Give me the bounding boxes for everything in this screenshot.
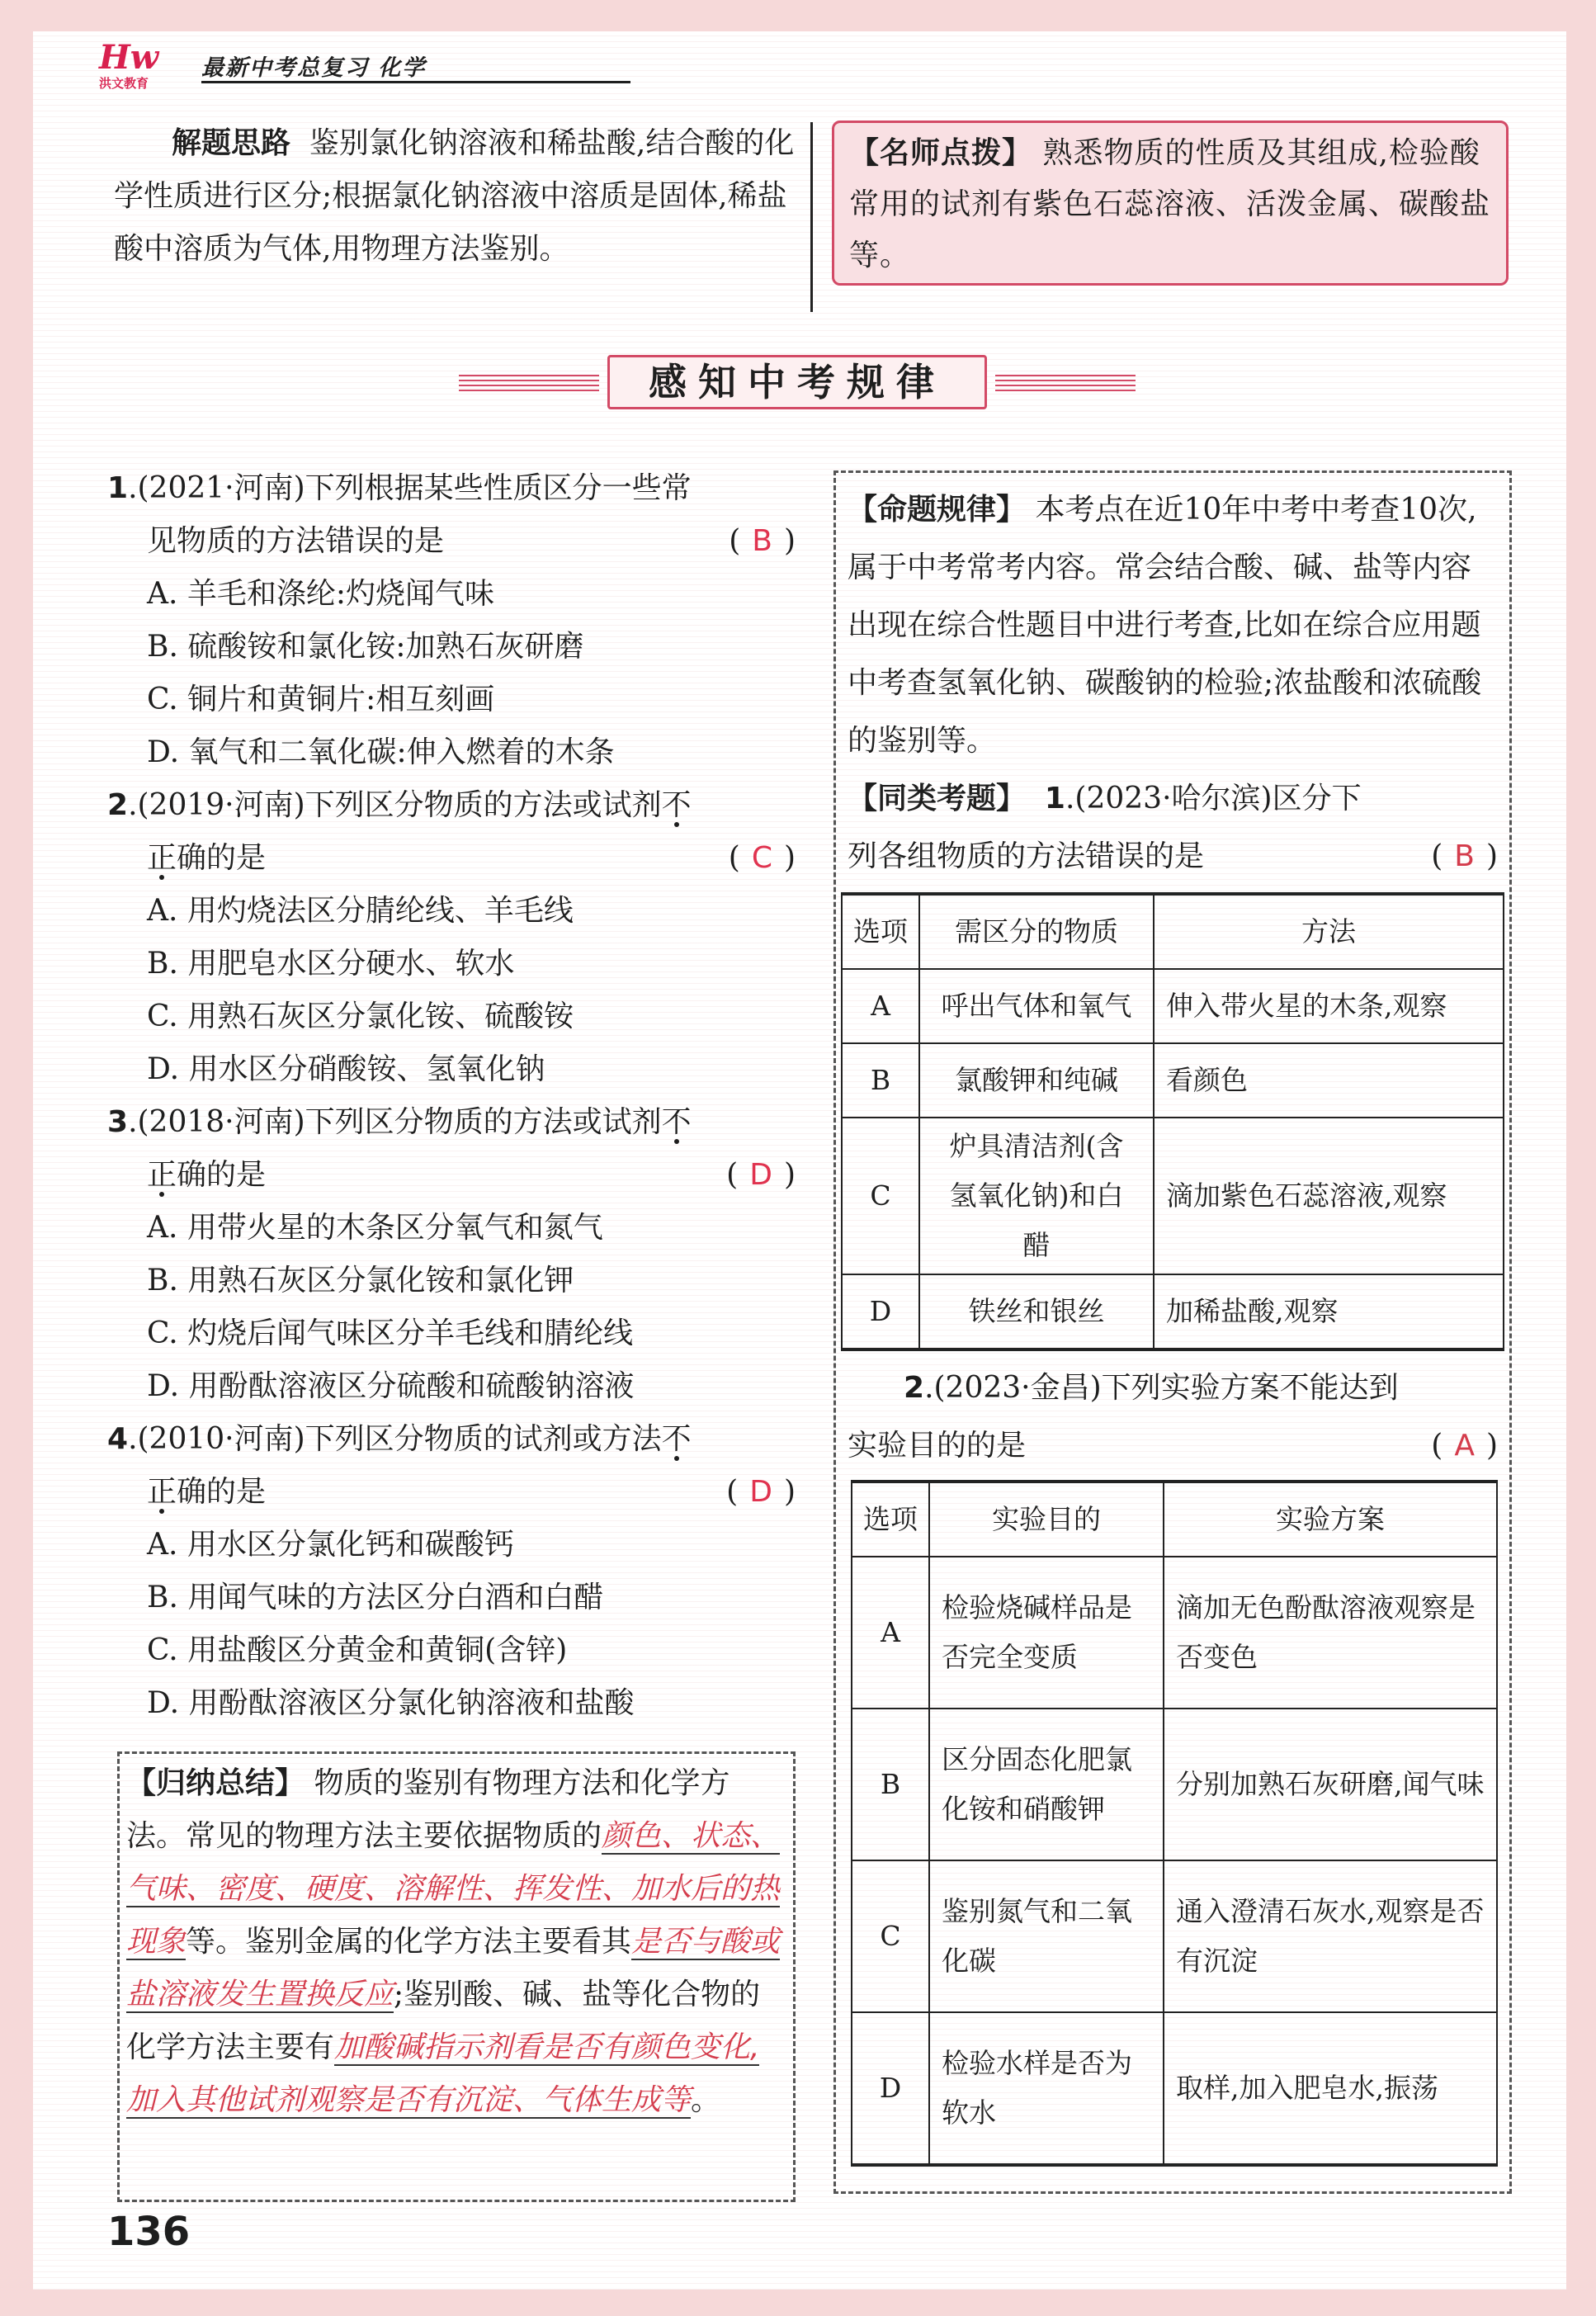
question-number: 3: [107, 1105, 129, 1139]
emphasis-char: 正: [147, 1158, 177, 1192]
question-list: [107, 462, 800, 1730]
similar-q2-number: 2: [904, 1371, 925, 1405]
banner-stripes-left: [459, 373, 599, 391]
summary-text-4: 。: [691, 2083, 721, 2117]
question-number: 4: [107, 1422, 129, 1456]
header-title: 最新中考总复习 化学: [201, 55, 427, 81]
table-cell: 滴加紫色石蕊溶液,观察: [1154, 1118, 1504, 1274]
question-stem-cont: 确的是: [177, 1158, 267, 1192]
table-cell: B: [852, 1709, 929, 1860]
question-2: [107, 779, 800, 1096]
question-stem: .(2010·河南)下列区分物质的试剂或方法: [128, 1422, 662, 1456]
answer-slot: [1431, 828, 1498, 886]
option: A. 用水区分氯化钙和碳酸钙: [147, 1528, 514, 1562]
table-cell: 通入澄清石灰水,观察是否有沉淀: [1164, 1860, 1497, 2012]
paren: ): [783, 1158, 796, 1192]
solution-approach-text: 鉴别氯化钠溶液和稀盐酸,结合酸的化学性质进行区分;根据氯化钠溶液中溶质是固体,稀盐酸中溶质为气体,用物理方法鉴别。: [114, 126, 795, 266]
emphasis-char: 不: [661, 1105, 692, 1139]
option: A. 用灼烧法区分腈纶线、羊毛线: [147, 894, 574, 928]
summary-text-2: 等。鉴别金属的化学方法主要看其: [186, 1925, 632, 1959]
question-stem: .(2018·河南)下列区分物质的方法或试剂: [128, 1105, 662, 1139]
table-cell: A: [842, 969, 919, 1043]
column-divider: [810, 122, 813, 312]
table-cell: 呼出气体和氧气: [919, 969, 1154, 1043]
section-banner: [459, 355, 1136, 409]
table-cell: 分别加熟石灰研磨,闻气味: [1164, 1709, 1497, 1860]
solution-approach: [114, 117, 799, 276]
question-number: 2: [107, 788, 129, 822]
summary-text-3: ;鉴别酸、碱、盐等化合物的化学方法主要有: [126, 1978, 761, 2064]
option: A. 用带火星的木条区分氧气和氮气: [147, 1211, 603, 1245]
summary-box: [117, 1751, 796, 2202]
table-cell: 加稀盐酸,观察: [1154, 1274, 1504, 1349]
option: D. 用酚酞溶液区分氯化钠溶液和盐酸: [147, 1686, 635, 1720]
option: C. 灼烧后闻气味区分羊毛线和腈纶线: [147, 1316, 634, 1350]
table-header: 实验目的: [929, 1482, 1164, 1557]
paren: ): [1485, 1429, 1498, 1463]
question-stem-cont: 确的是: [177, 1475, 267, 1509]
table-cell: D: [852, 2012, 929, 2165]
table-cell: 区分固态化肥氯化铵和硝酸钾: [929, 1709, 1164, 1860]
header-rule: [201, 81, 630, 83]
table-header: 选项: [852, 1482, 929, 1557]
paren: (: [1431, 839, 1443, 873]
table-cell: D: [842, 1274, 919, 1349]
paren: ): [783, 841, 796, 875]
question-stem: .(2021·河南)下列根据某些性质区分一些常: [128, 471, 692, 505]
option: C. 铜片和黄铜片:相互刻画: [147, 683, 495, 716]
paren: ): [783, 1475, 796, 1509]
answer-slot: [729, 832, 796, 885]
answer-slot: [726, 1466, 796, 1519]
summary-answer-2: 是否与酸或盐溶液发生置换反应: [126, 1925, 781, 2011]
summary-answer-3: 加酸碱指示剂看是否有颜色变化,加入其他试剂观察是否有沉淀、气体生成等: [126, 2030, 760, 2117]
paren: (: [1431, 1429, 1443, 1463]
table-cell: 鉴别氮气和二氧化碳: [929, 1860, 1164, 2012]
teacher-tip-box: [832, 121, 1509, 286]
question-3: [107, 1096, 800, 1413]
answer-slot: [726, 1149, 796, 1202]
summary-text-1: 物质的鉴别有物理方法和化学方法。常见的物理方法主要依据物质的: [126, 1766, 730, 1853]
emphasis-char: 不: [661, 1422, 692, 1456]
option: C. 用盐酸区分黄金和黄铜(含锌): [147, 1633, 568, 1667]
rule-label: 【命题规律】: [848, 493, 1027, 527]
table-header: 实验方案: [1164, 1482, 1497, 1557]
table-header: 选项: [842, 894, 919, 969]
solution-approach-label: 解题思路: [172, 126, 291, 160]
similar-label: 【同类考题】: [848, 782, 1027, 815]
logo-mark: Hw: [99, 38, 159, 77]
page-number: 136: [107, 2209, 191, 2255]
emphasis-char: 不: [661, 788, 692, 822]
similar-q2-stem-cont: 实验目的的是: [848, 1429, 1027, 1463]
teacher-tip-text: 熟悉物质的性质及其组成,检验酸常用的试剂有紫色石蕊溶液、活泼金属、碳酸盐等。: [849, 136, 1491, 272]
table-cell: 检验烧碱样品是否完全变质: [929, 1557, 1164, 1709]
similar-q2-table: [851, 1480, 1498, 2167]
similar-q1-table: [841, 892, 1504, 1351]
table-cell: C: [852, 1860, 929, 2012]
answer-letter: D: [749, 1158, 772, 1192]
table-cell: 炉具清洁剂(含氢氧化钠)和白醋: [919, 1118, 1154, 1274]
table-cell: 滴加无色酚酞溶液观察是否变色: [1164, 1557, 1497, 1709]
table-cell: A: [852, 1557, 929, 1709]
table-cell: 伸入带火星的木条,观察: [1154, 969, 1504, 1043]
option: D. 氧气和二氧化碳:伸入燃着的木条: [147, 735, 615, 769]
paren: (: [726, 1158, 739, 1192]
table-cell: 铁丝和银丝: [919, 1274, 1154, 1349]
table-cell: 看颜色: [1154, 1043, 1504, 1118]
paren: (: [729, 524, 741, 558]
page-header: [99, 38, 545, 91]
logo-brand: 洪文教育: [99, 76, 149, 91]
option: C. 用熟石灰区分氯化铵、硫酸铵: [147, 1000, 574, 1033]
paren: ): [783, 524, 796, 558]
table-cell: B: [842, 1043, 919, 1118]
answer-letter: C: [751, 841, 772, 875]
rule-text: 本考点在近10年中考中考查10次,属于中考常考内容。常会结合酸、碱、盐等内容出现在综合性题目中进行考查,比如在综合应用题中考查氢氧化钠、碳酸钠的检验;浓盐酸和浓硫酸的鉴别等。: [848, 493, 1482, 758]
similar-q1-stem-cont: 列各组物质的方法错误的是: [848, 839, 1205, 873]
option: A. 羊毛和涤纶:灼烧闻气味: [147, 577, 495, 611]
option: B. 硫酸铵和氯化铵:加熟石灰研磨: [147, 630, 584, 664]
similar-q1-number: 1: [1044, 782, 1065, 815]
similar-q1-stem: .(2023·哈尔滨)区分下: [1065, 782, 1362, 815]
emphasis-char: 正: [147, 1475, 177, 1509]
option: B. 用肥皂水区分硬水、软水: [147, 947, 515, 981]
answer-letter: B: [752, 524, 772, 558]
answer-slot: [1431, 1417, 1498, 1475]
table-header: 方法: [1154, 894, 1504, 969]
teacher-tip-label: 【名师点拨】: [849, 136, 1033, 170]
emphasis-char: 正: [147, 841, 177, 875]
option: D. 用水区分硝酸铵、氢氧化钠: [147, 1052, 545, 1086]
option: B. 用闻气味的方法区分白酒和白醋: [147, 1581, 604, 1614]
banner-stripes-right: [995, 373, 1136, 391]
option: D. 用酚酞溶液区分硫酸和硫酸钠溶液: [147, 1369, 635, 1403]
section-title: 感知中考规律: [607, 355, 987, 409]
answer-letter: B: [1454, 839, 1475, 873]
right-column-box: [833, 470, 1512, 2194]
paren: ): [1485, 839, 1498, 873]
question-4: [107, 1413, 800, 1730]
table-cell: C: [842, 1118, 919, 1274]
question-number: 1: [107, 471, 129, 505]
paren: (: [726, 1475, 739, 1509]
paren: (: [728, 841, 740, 875]
question-1: [107, 462, 800, 779]
question-stem-cont: 确的是: [177, 841, 267, 875]
answer-letter: A: [1454, 1429, 1475, 1463]
table-cell: 检验水样是否为软水: [929, 2012, 1164, 2165]
publisher-logo: [99, 38, 190, 91]
table-cell: 取样,加入肥皂水,振荡: [1164, 2012, 1497, 2165]
table-cell: 氯酸钾和纯碱: [919, 1043, 1154, 1118]
summary-answer-1: 颜色、状态、气味、密度、硬度、溶解性、挥发性、加水后的热现象: [126, 1819, 781, 1959]
question-stem-cont: 见物质的方法错误的是: [147, 524, 445, 558]
option: B. 用熟石灰区分氯化铵和氯化钾: [147, 1264, 574, 1297]
similar-q2-stem: .(2023·金昌)下列实验方案不能达到: [924, 1371, 1399, 1405]
question-stem: .(2019·河南)下列区分物质的方法或试剂: [128, 788, 662, 822]
answer-letter: D: [749, 1475, 772, 1509]
answer-slot: [729, 515, 796, 568]
table-header: 需区分的物质: [919, 894, 1154, 969]
summary-label: 【归纳总结】: [126, 1766, 305, 1800]
